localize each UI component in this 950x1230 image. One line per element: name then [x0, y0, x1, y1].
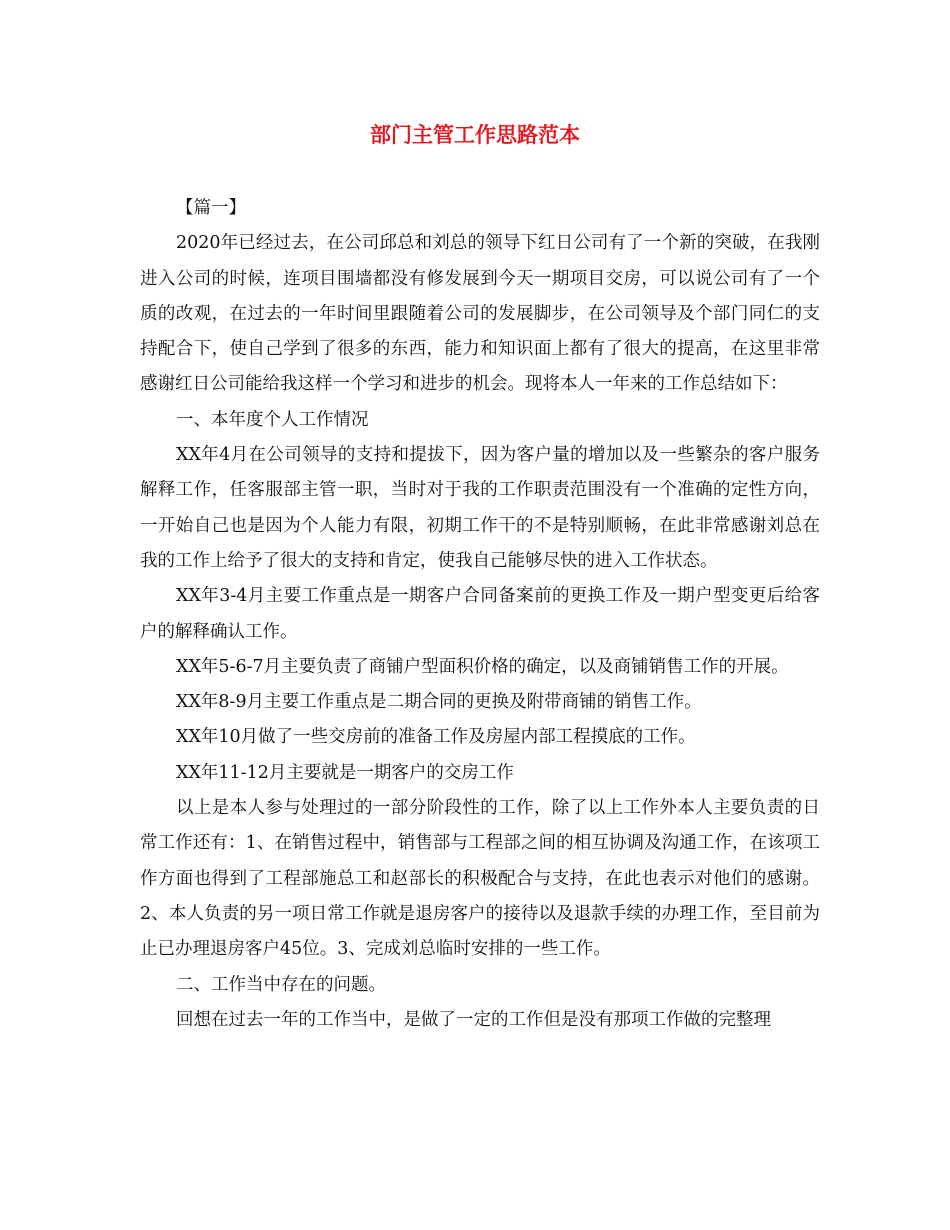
april-paragraph: XX年4月在公司领导的支持和提拔下，因为客户量的增加以及一些繁杂的客户服务解释工作，任客服部主管一职，当时对于我的工作职责范围没有一个准确的定性方向，一开始自己也是因为个人能力有限，初期工作干的不是特别顺畅，在此非常感谢刘总在我的工作上给予了很大的支持和肯定，使我自己能够尽快的进入工作状态。: [140, 445, 820, 571]
section-heading-part-one: 【篇一】: [176, 198, 246, 218]
reflection-paragraph: 回想在过去一年的工作当中，是做了一定的工作但是没有那项工作做的完整理: [176, 1009, 771, 1030]
document-title: 部门主管工作思路范本: [370, 122, 580, 147]
document-body: [140, 191, 820, 1038]
nov-dec-paragraph: XX年11-12月主要就是一期客户的交房工作: [176, 762, 514, 783]
intro-paragraph: 2020年已经过去，在公司邱总和刘总的领导下红日公司有了一个新的突破，在我刚进入公司的时候，连项目围墙都没有修发展到今天一期项目交房，可以说公司有了一个质的改观，在过去的一年时间里跟随着公司的发展脚步，在公司领导及个部门同仁的支持配合下，使自己学到了很多的东西，能力和知识面上都有了很大的提高，在这里非常感谢红日公司能给我这样一个学习和进步的机会。现将本人一年来的工作总结如下：: [140, 233, 820, 395]
march-april-paragraph: XX年3-4月主要工作重点是一期客户合同备案前的更换工作及一期户型变更后给客户的解释确认工作。: [140, 586, 820, 642]
may-july-paragraph: XX年5-6-7月主要负责了商铺户型面积价格的确定，以及商铺销售工作的开展。: [176, 656, 789, 677]
daily-work-paragraph: 以上是本人参与处理过的一部分阶段性的工作，除了以上工作外本人主要负责的日常工作还有：1、在销售过程中，销售部与工程部之间的相互协调及沟通工作，在该项工作方面也得到了工程部施总工和赵部长的积极配合与支持，在此也表示对他们的感谢。2、本人负责的另一项日常工作就是退房客户的接待以及退款手续的办理工作，至目前为止已办理退房客户45位。3、完成刘总临时安排的一些工作。: [140, 798, 820, 960]
section-heading-individual-work: 一、本年度个人工作情况: [176, 409, 369, 430]
october-paragraph: XX年10月做了一些交房前的准备工作及房屋内部工程摸底的工作。: [176, 727, 696, 748]
section-heading-problems: 二、工作当中存在的问题。: [176, 974, 386, 995]
aug-sep-paragraph: XX年8-9月主要工作重点是二期合同的更换及附带商铺的销售工作。: [176, 692, 702, 713]
